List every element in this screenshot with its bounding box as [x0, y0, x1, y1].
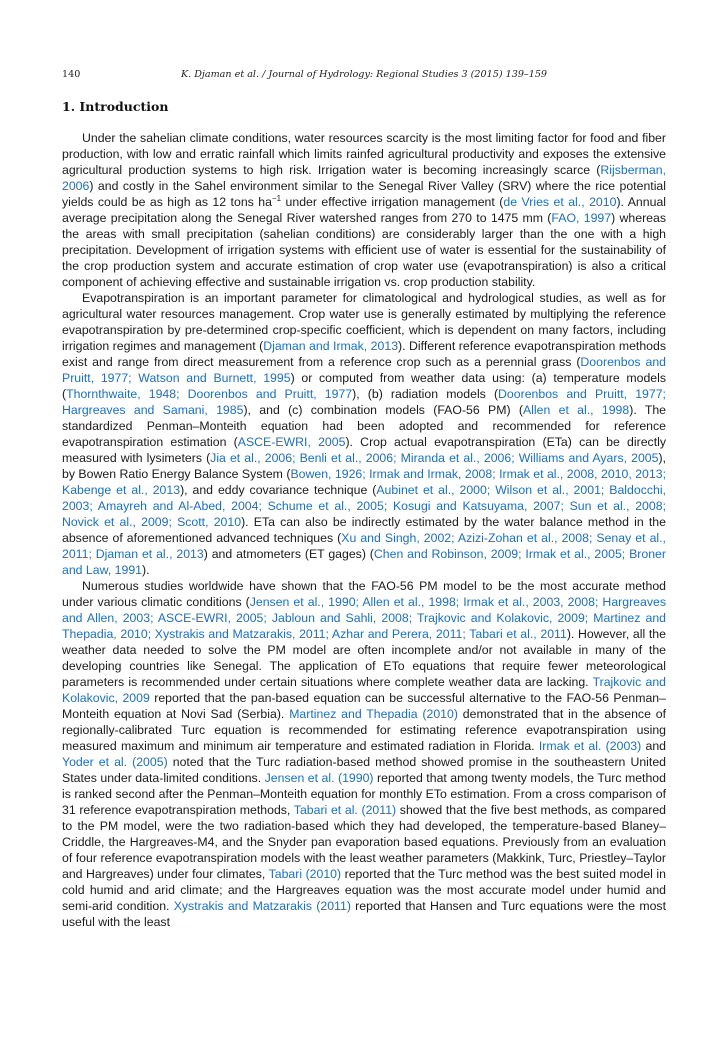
citation-link[interactable]: Thornthwaite, 1948; Doorenbos and Pruitt, 1977: [66, 387, 353, 401]
body-text: under effective irrigation management (: [281, 195, 504, 209]
citation-link[interactable]: Jia et al., 2006; Benli et al., 2006; Miranda et al., 2006; Williams and Ayars, 2005: [210, 451, 659, 465]
citation-link[interactable]: Rijsberman, 2006: [62, 163, 666, 193]
citation-link[interactable]: ASCE-EWRI, 2005: [237, 435, 346, 449]
body-text: ). The standardized Penman–Monteith equation had been adopted and recommended for reference evapotranspiration estimation (: [62, 403, 667, 449]
body-text: ) and costly in the Sahel environment similar to the Senegal River Valley (SRV) where the rice potential yields could be as high as 12 tons ha: [62, 179, 666, 209]
citation-link[interactable]: Bowen, 1926; Irmak and Irmak, 2008; Irmak et al., 2008, 2010, 2013; Kabenge et al., 2013: [62, 467, 666, 497]
body-text: ) whereas the areas with small precipitation (sahelian conditions) are considerably larger than the one with a high precipitation. Development of irrigation systems with efficient use of water is essential for the sustainability of the crop production system and accurate estimation of crop water use (evapotranspiration) is also a critical component of achieving effective and sustainable irrigation vs. crop production stability.: [62, 211, 666, 289]
citation-link[interactable]: Djaman and Irmak, 2013: [263, 339, 399, 353]
body-text: noted that the Turc radiation-based method showed promise in the southeastern United States under data-limited conditions.: [62, 755, 666, 785]
citation-link[interactable]: Xu and Singh, 2002; Azizi-Zohan et al., 2008; Senay et al., 2011; Djaman et al., 2013: [62, 531, 666, 561]
body-text: ). Annual average precipitation along the Senegal River watershed ranges from 270 to 1475 mm (: [62, 195, 667, 225]
body-paragraph: [62, 290, 666, 578]
body-paragraph: [62, 130, 666, 290]
citation-link[interactable]: Trajkovic and Kolakovic, 2009: [62, 675, 667, 705]
body-text: ), (b) radiation models (: [352, 387, 499, 401]
body-text: ), by Bowen Ratio Energy Balance System (: [62, 451, 666, 481]
body-text: and: [641, 739, 667, 753]
citation-link[interactable]: Yoder et al. (2005): [62, 755, 168, 769]
citation-link[interactable]: Doorenbos and Pruitt, 1977; Hargreaves and Samani, 1985: [62, 387, 666, 417]
citation-link[interactable]: Chen and Robinson, 2009; Irmak et al., 2005; Broner and Law, 1991: [62, 547, 666, 577]
body-text: ), and (c) combination models (FAO-56 PM) (: [243, 403, 523, 417]
body-text: ) and atmometers (ET gages) (: [203, 547, 374, 561]
body-text: ). Crop actual evapotranspiration (ETa) can be directly measured with lysimeters (: [62, 435, 666, 465]
body-text: ). ETa can also be indirectly estimated by the water balance method in the absence of aforementioned advanced techniques (: [62, 515, 666, 545]
body-text: ), and eddy covariance technique (: [180, 483, 377, 497]
citation-link[interactable]: FAO, 1997: [551, 211, 612, 225]
body-text: showed that the five best methods, as compared to the PM model, were the two radiation-based which they had developed, the temperature-based Blaney–Criddle, the Hargreaves-M4, and the Snyder pan evaporation based equations. Previously from an evaluation of four reference evapotranspiration models with the least weather parameters (Makkink, Turc, Priestley–Taylor and Hargreaves) under four climates,: [62, 803, 667, 881]
article-body: [62, 130, 666, 930]
citation-link[interactable]: Tabari et al. (2011): [293, 803, 397, 817]
citation-link[interactable]: Xystrakis and Matzarakis (2011): [173, 899, 351, 913]
journal-citation: K. Djaman et al. / Journal of Hydrology: Regional Studies 3 (2015) 139–159: [180, 69, 548, 80]
body-text: ). However, all the weather data needed to solve the PM model are often incomplete and/or not available in many of the developing countries like Senegal. The application of ETo equations that require fewer meteorological parameters is recommended under certain situations where complete weather data are lacking.: [62, 627, 666, 689]
citation-link[interactable]: Irmak et al. (2003): [538, 739, 642, 753]
superscript: −1: [271, 193, 282, 203]
body-text: reported that the Turc method was the best suited model in cold humid and arid climate; and the Hargreaves equation was the most accurate model under humid and semi-arid condition.: [62, 867, 666, 913]
body-text: demonstrated that in the absence of regionally-calibrated Turc equation is recommended for estimating reference evapotranspiration using measured maximum and minimum air temperature and estimated radiation in Florida.: [62, 707, 666, 753]
body-text: reported that among twenty models, the Turc method is ranked second after the Penman–Monteith equation for monthly ETo estimation. From a cross comparison of 31 reference evapotranspiration methods,: [62, 771, 666, 817]
citation-link[interactable]: Aubinet et al., 2000; Wilson et al., 2001; Baldocchi, 2003; Amayreh and Al-Abed, 2004; Schume et al., 2005; Kosugi and Katsuyama, 2007; Sun et al., 2008; Novick et al., 2009; Scott, 2010: [62, 483, 666, 529]
running-header: [62, 69, 666, 85]
citation-link[interactable]: Jensen et al. (1990): [264, 771, 374, 785]
citation-link[interactable]: Doorenbos and Pruitt, 1977; Watson and Burnett, 1995: [62, 355, 666, 385]
citation-link[interactable]: Allen et al., 1998: [522, 403, 630, 417]
body-text: ) or computed from weather data using: (a) temperature models (: [62, 371, 666, 401]
citation-link[interactable]: Jensen et al., 1990; Allen et al., 1998; Irmak et al., 2003, 2008; Hargreaves and Allen, 2003; ASCE-EWRI, 2005; Jabloun and Sahli, 2008; Trajkovic and Kolakovic, 2009; Martinez and Thepadia, 2010; Xystrakis and Matzarakis, 2011; Azhar and Perera, 2011; Tabari et al., 2011: [62, 595, 666, 641]
body-text: reported that the pan-based equation can be successful alternative to the FAO-56 Penman–Monteith equation at Novi Sad (Serbia).: [62, 691, 666, 721]
body-text: Numerous studies worldwide have shown that the FAO-56 PM model to be the most accurate method under various climatic conditions (: [62, 579, 666, 609]
citation-link[interactable]: de Vries et al., 2010: [503, 195, 617, 209]
body-paragraph: [62, 578, 666, 930]
body-text: Evapotranspiration is an important parameter for climatological and hydrological studies, as well as for agricultural water resources management. Crop water use is generally estimated by multiplying the reference evapotranspiration by pre-determined crop-specific coefficient, which is dependent on many factors, including irrigation regimes and management (: [62, 291, 666, 353]
body-text: ). Different reference evapotranspiration methods exist and range from direct measurement from a reference crop such as a perennial grass (: [62, 339, 667, 369]
body-text: reported that Hansen and Turc equations were the most useful with the least: [62, 899, 666, 929]
body-text: Under the sahelian climate conditions, water resources scarcity is the most limiting factor for food and fiber production, with low and erratic rainfall which limits rainfed agricultural productivity and exposes the extensive agricultural production systems to high risk. Irrigation water is becoming increasingly scarce (: [62, 131, 666, 177]
citation-link[interactable]: Tabari (2010): [268, 867, 342, 881]
section-heading: 1. Introduction: [62, 99, 169, 114]
body-text: ).: [142, 563, 150, 577]
page-number: 140: [62, 69, 81, 80]
citation-link[interactable]: Martinez and Thepadia (2010): [289, 707, 458, 721]
